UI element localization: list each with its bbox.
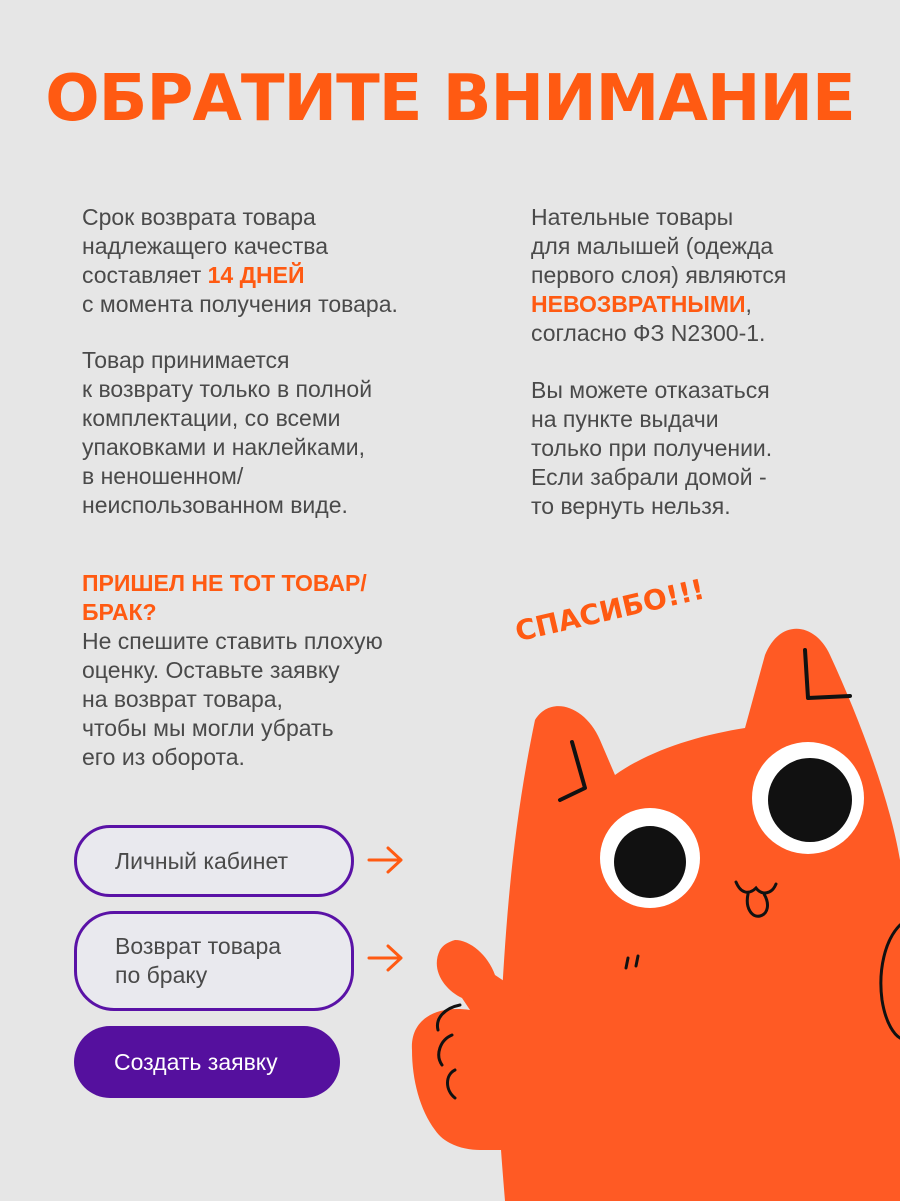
text-line: согласно ФЗ N2300-1. xyxy=(531,320,766,346)
completeness-text xyxy=(82,346,372,520)
text-line: первого слоя) являются xyxy=(531,262,787,288)
text-line: на пункте выдачи xyxy=(531,406,719,432)
text-line: для малышей (одежда xyxy=(531,233,774,259)
button-label: Создать заявку xyxy=(114,1048,278,1075)
cat-mascot-illustration xyxy=(400,610,900,1201)
text-line xyxy=(82,261,398,290)
text-line: то вернуть нельзя. xyxy=(531,493,731,519)
text-line: надлежащего качества xyxy=(82,233,328,259)
text-line: Срок возврата товара xyxy=(82,204,316,230)
defect-return-button[interactable] xyxy=(74,911,354,1011)
return-period-text xyxy=(82,203,398,319)
text-prefix: составляет xyxy=(82,262,208,288)
create-request-button[interactable] xyxy=(74,1026,340,1098)
non-returnable-highlight: НЕВОЗВРАТНЫМИ xyxy=(531,291,746,317)
defect-text xyxy=(82,569,383,772)
text-line: Товар принимается xyxy=(82,347,290,373)
text-line: Вы можете отказаться xyxy=(531,377,770,403)
return-days-highlight: 14 ДНЕЙ xyxy=(207,262,305,288)
defect-heading: ПРИШЕЛ НЕ ТОТ ТОВАР/ xyxy=(82,570,367,596)
button-label: Возврат товара xyxy=(115,933,282,959)
non-returnable-text xyxy=(531,203,786,348)
button-label: по браку xyxy=(115,962,208,988)
text-suffix: , xyxy=(745,291,752,317)
pickup-refusal-text xyxy=(531,376,772,521)
thanks-text: СПАСИБО!!! xyxy=(512,572,708,649)
text-line: на возврат товара, xyxy=(82,686,283,712)
defect-heading: БРАК? xyxy=(82,599,157,625)
text-line: оценку. Оставьте заявку xyxy=(82,657,340,683)
text-line: чтобы мы могли убрать xyxy=(82,715,334,741)
text-line: Нательные товары xyxy=(531,204,734,230)
text-line: в неношенном/ xyxy=(82,463,244,489)
text-line: с момента получения товара. xyxy=(82,291,398,317)
text-line xyxy=(531,290,786,319)
text-line: упаковками и наклейками, xyxy=(82,434,366,460)
page-title: ОБРАТИТЕ ВНИМАНИЕ xyxy=(45,62,855,136)
button-label: Личный кабинет xyxy=(115,847,289,874)
text-line: неиспользованном виде. xyxy=(82,492,348,518)
text-line: его из оборота. xyxy=(82,744,245,770)
text-line: к возврату только в полной xyxy=(82,376,373,402)
text-line: только при получении. xyxy=(531,435,773,461)
text-line: комплектации, со всеми xyxy=(82,405,341,431)
text-line: Не спешите ставить плохую xyxy=(82,628,383,654)
text-line: Если забрали домой - xyxy=(531,464,767,490)
personal-account-button[interactable] xyxy=(74,825,354,897)
